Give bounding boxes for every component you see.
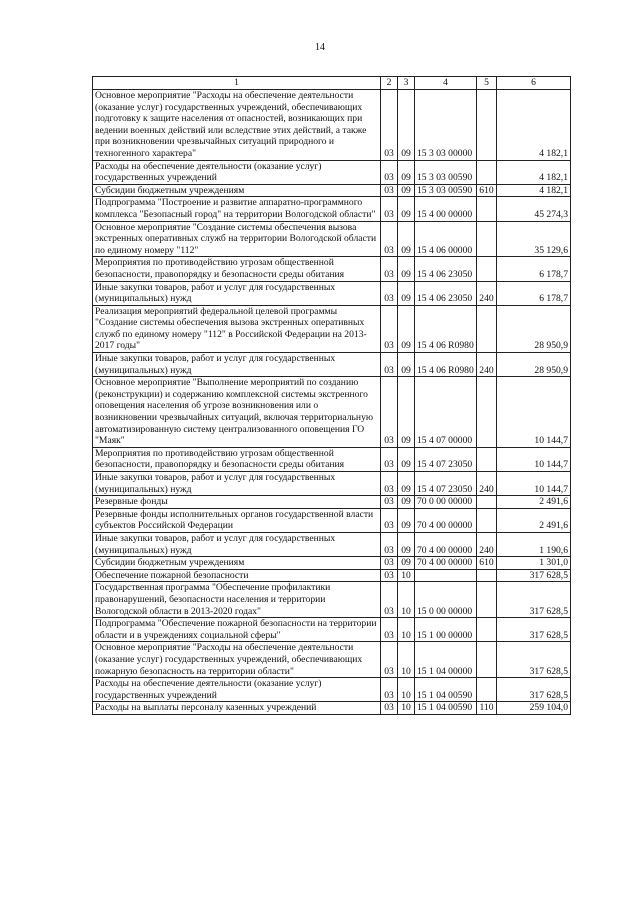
row-name: Реализация мероприятий федеральной целевой программы "Создание системы обеспечения вызова экстренных оперативных служб по единому номеру "112" в Российской Федерации на 2013-2017 годы"	[93, 305, 381, 352]
row-target-code: 15 4 06 00000	[415, 221, 477, 257]
row-name: Резервные фонды исполнительных органов государственной власти субъектов Российской Федерации	[93, 508, 381, 532]
row-subsection: 09	[398, 184, 415, 197]
row-expense-type	[477, 160, 497, 184]
row-target-code: 15 4 06 R0980	[415, 305, 477, 352]
row-subsection: 10	[398, 618, 415, 642]
row-section: 03	[381, 532, 398, 556]
row-amount: 10 144,7	[497, 472, 571, 496]
column-header: 3	[398, 77, 415, 90]
row-section: 03	[381, 160, 398, 184]
budget-table	[92, 76, 571, 715]
row-section: 03	[381, 197, 398, 221]
row-expense-type	[477, 642, 497, 678]
row-target-code: 15 4 07 23050	[415, 447, 477, 471]
table-row	[93, 496, 571, 509]
row-expense-type: 240	[477, 353, 497, 377]
table-row	[93, 353, 571, 377]
row-expense-type	[477, 678, 497, 702]
row-target-code: 15 4 06 23050	[415, 257, 477, 281]
row-target-code: 15 0 00 00000	[415, 582, 477, 618]
row-subsection: 09	[398, 557, 415, 570]
row-target-code	[415, 569, 477, 582]
row-name: Подпрограмма "Построение и развитие аппаратно-программного комплекса "Безопасный город" на территории Вологодской области"	[93, 197, 381, 221]
row-section: 03	[381, 281, 398, 305]
row-target-code: 15 1 04 00000	[415, 642, 477, 678]
row-amount: 4 182,1	[497, 90, 571, 161]
row-subsection: 09	[398, 377, 415, 448]
row-section: 03	[381, 353, 398, 377]
table-row	[93, 281, 571, 305]
row-name: Основное мероприятие "Выполнение мероприятий по созданию (реконструкции) и содержанию комплексной системы экстренного оповещения населения об угрозе возникновения или о возникновении чрезвычайных ситуаций, включая территориальную автоматизированную систему централизованного оповещения ГО "Маяк"	[93, 377, 381, 448]
row-section: 03	[381, 221, 398, 257]
column-header: 5	[477, 77, 497, 90]
row-section: 03	[381, 508, 398, 532]
row-expense-type: 110	[477, 702, 497, 715]
row-subsection: 10	[398, 702, 415, 715]
row-target-code: 70 4 00 00000	[415, 508, 477, 532]
row-subsection: 10	[398, 582, 415, 618]
row-amount: 259 104,0	[497, 702, 571, 715]
row-amount: 28 950,9	[497, 305, 571, 352]
row-amount: 2 491,6	[497, 496, 571, 509]
row-subsection: 09	[398, 508, 415, 532]
row-name: Расходы на обеспечение деятельности (оказание услуг) государственных учреждений	[93, 678, 381, 702]
row-amount: 317 628,5	[497, 582, 571, 618]
row-target-code: 15 4 06 R0980	[415, 353, 477, 377]
row-expense-type	[477, 377, 497, 448]
row-name: Субсидии бюджетным учреждениям	[93, 557, 381, 570]
table-row	[93, 678, 571, 702]
column-header: 6	[497, 77, 571, 90]
row-expense-type	[477, 221, 497, 257]
page-number: 14	[315, 42, 325, 53]
table-row	[93, 582, 571, 618]
row-expense-type: 240	[477, 532, 497, 556]
row-target-code: 15 4 07 00000	[415, 377, 477, 448]
row-name: Иные закупки товаров, работ и услуг для государственных (муниципальных) нужд	[93, 281, 381, 305]
row-target-code: 15 3 03 00000	[415, 90, 477, 161]
row-section: 03	[381, 184, 398, 197]
row-amount: 317 628,5	[497, 642, 571, 678]
row-subsection: 09	[398, 90, 415, 161]
table-row	[93, 90, 571, 161]
row-amount: 10 144,7	[497, 447, 571, 471]
row-amount: 1 301,0	[497, 557, 571, 570]
row-section: 03	[381, 582, 398, 618]
row-expense-type	[477, 305, 497, 352]
table-row	[93, 447, 571, 471]
row-subsection: 09	[398, 305, 415, 352]
table-header-row	[93, 77, 571, 90]
row-amount: 6 178,7	[497, 281, 571, 305]
row-amount: 10 144,7	[497, 377, 571, 448]
row-amount: 35 129,6	[497, 221, 571, 257]
row-amount: 317 628,5	[497, 569, 571, 582]
table-row	[93, 618, 571, 642]
row-subsection: 09	[398, 221, 415, 257]
row-target-code: 15 1 04 00590	[415, 678, 477, 702]
table-row	[93, 532, 571, 556]
table-row	[93, 305, 571, 352]
row-amount: 4 182,1	[497, 184, 571, 197]
row-amount: 45 274,3	[497, 197, 571, 221]
row-name: Подпрограмма "Обеспечение пожарной безопасности на территории области и в учреждениях социальной сферы"	[93, 618, 381, 642]
row-name: Субсидии бюджетным учреждениям	[93, 184, 381, 197]
table-row	[93, 642, 571, 678]
row-subsection: 10	[398, 678, 415, 702]
row-expense-type	[477, 197, 497, 221]
table-row	[93, 221, 571, 257]
row-subsection: 10	[398, 642, 415, 678]
row-subsection: 09	[398, 197, 415, 221]
table-row	[93, 472, 571, 496]
row-amount: 317 628,5	[497, 618, 571, 642]
row-name: Основное мероприятие "Расходы на обеспечение деятельности (оказание услуг) государственных учреждений, обеспечивающих подготовку к защите населения от опасностей, возникающих при ведении военных действий или вследствие этих действий, а также при возникновении чрезвычайных ситуаций природного и техногенного характера"	[93, 90, 381, 161]
column-header: 4	[415, 77, 477, 90]
table-row	[93, 702, 571, 715]
column-header: 1	[93, 77, 381, 90]
row-expense-type	[477, 569, 497, 582]
row-name: Расходы на выплаты персоналу казенных учреждений	[93, 702, 381, 715]
row-target-code: 70 4 00 00000	[415, 557, 477, 570]
row-target-code: 15 4 00 00000	[415, 197, 477, 221]
table-row	[93, 160, 571, 184]
row-section: 03	[381, 257, 398, 281]
row-section: 03	[381, 618, 398, 642]
row-name: Государственная программа "Обеспечение профилактики правонарушений, безопасности населения и территории Вологодской области в 2013-2020 годах"	[93, 582, 381, 618]
row-target-code: 15 1 00 00000	[415, 618, 477, 642]
table-body	[93, 90, 571, 715]
row-expense-type	[477, 447, 497, 471]
row-expense-type	[477, 496, 497, 509]
table-row	[93, 377, 571, 448]
table-row	[93, 184, 571, 197]
row-expense-type: 240	[477, 281, 497, 305]
row-name: Резервные фонды	[93, 496, 381, 509]
row-subsection: 09	[398, 160, 415, 184]
row-name: Обеспечение пожарной безопасности	[93, 569, 381, 582]
row-name: Иные закупки товаров, работ и услуг для государственных (муниципальных) нужд	[93, 353, 381, 377]
row-section: 03	[381, 447, 398, 471]
row-target-code: 15 4 07 23050	[415, 472, 477, 496]
row-name: Расходы на обеспечение деятельности (оказание услуг) государственных учреждений	[93, 160, 381, 184]
row-target-code: 15 3 03 00590	[415, 160, 477, 184]
row-section: 03	[381, 557, 398, 570]
row-amount: 28 950,9	[497, 353, 571, 377]
row-name: Основное мероприятие "Создание системы обеспечения вызова экстренных оперативных служб на территории Вологодской области по единому номеру "112"	[93, 221, 381, 257]
row-section: 03	[381, 702, 398, 715]
row-subsection: 09	[398, 281, 415, 305]
row-section: 03	[381, 642, 398, 678]
row-section: 03	[381, 90, 398, 161]
row-expense-type: 240	[477, 472, 497, 496]
row-expense-type	[477, 508, 497, 532]
row-section: 03	[381, 377, 398, 448]
table-row	[93, 569, 571, 582]
row-name: Мероприятия по противодействию угрозам общественной безопасности, правопорядку и безопасности среды обитания	[93, 447, 381, 471]
row-subsection: 10	[398, 569, 415, 582]
row-section: 03	[381, 678, 398, 702]
row-amount: 317 628,5	[497, 678, 571, 702]
table-row	[93, 197, 571, 221]
row-expense-type	[477, 582, 497, 618]
row-subsection: 09	[398, 532, 415, 556]
row-name: Иные закупки товаров, работ и услуг для государственных (муниципальных) нужд	[93, 472, 381, 496]
row-subsection: 09	[398, 257, 415, 281]
table-row	[93, 557, 571, 570]
row-subsection: 09	[398, 447, 415, 471]
row-expense-type	[477, 90, 497, 161]
row-subsection: 09	[398, 472, 415, 496]
row-section: 03	[381, 496, 398, 509]
table-row	[93, 508, 571, 532]
row-name: Основное мероприятие "Расходы на обеспечение деятельности (оказание услуг) государственных учреждений, обеспечивающих пожарную безопасность на территории области"	[93, 642, 381, 678]
row-expense-type	[477, 257, 497, 281]
row-name: Мероприятия по противодействию угрозам общественной безопасности, правопорядку и безопасности среды обитания	[93, 257, 381, 281]
row-expense-type: 610	[477, 184, 497, 197]
row-expense-type	[477, 618, 497, 642]
row-target-code: 70 4 00 00000	[415, 532, 477, 556]
row-amount: 4 182,1	[497, 160, 571, 184]
row-subsection: 09	[398, 353, 415, 377]
row-section: 03	[381, 472, 398, 496]
column-header: 2	[381, 77, 398, 90]
row-target-code: 15 1 04 00590	[415, 702, 477, 715]
row-amount: 2 491,6	[497, 508, 571, 532]
row-target-code: 15 3 03 00590	[415, 184, 477, 197]
row-section: 03	[381, 569, 398, 582]
row-target-code: 70 0 00 00000	[415, 496, 477, 509]
row-amount: 6 178,7	[497, 257, 571, 281]
row-expense-type: 610	[477, 557, 497, 570]
row-section: 03	[381, 305, 398, 352]
row-name: Иные закупки товаров, работ и услуг для государственных (муниципальных) нужд	[93, 532, 381, 556]
row-amount: 1 190,6	[497, 532, 571, 556]
row-subsection: 09	[398, 496, 415, 509]
table-row	[93, 257, 571, 281]
row-target-code: 15 4 06 23050	[415, 281, 477, 305]
